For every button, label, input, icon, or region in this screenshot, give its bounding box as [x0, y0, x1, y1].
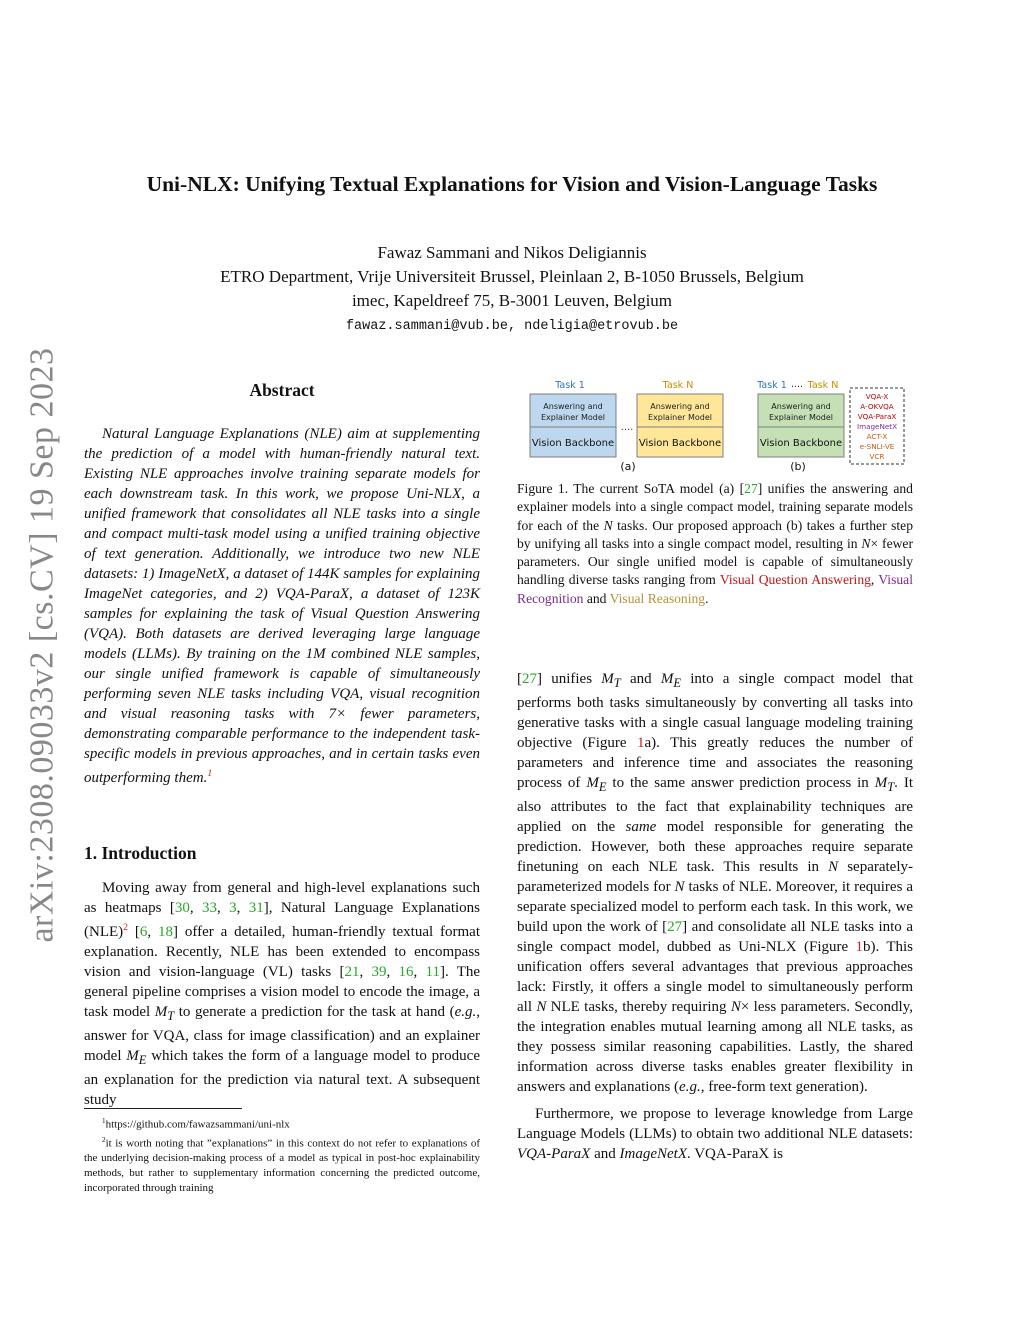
dataset-label: e-SNLI-VE — [859, 442, 895, 451]
footnote-2: $^2$it is worth noting that ”explanations” in this context do not refer to explanations of the underlying decision-making process of a model as typical in post-hoc explainability methods, but rather to supplementary information concerning the predicted outcome, incorporated through training — [84, 1135, 480, 1195]
math-symbol: $M_T$ — [874, 775, 895, 794]
body-text: to the same answer prediction process in — [606, 775, 875, 791]
math-symbol: $M_E$ — [126, 1048, 147, 1067]
section-heading-introduction: 1. Introduction — [84, 843, 197, 863]
footnotes — [84, 1114, 480, 1196]
intro-text: [ — [128, 924, 140, 940]
dataset-label: ImageNetX — [856, 422, 898, 431]
body-text: a). This greatly reduces the number of parameters and inference time and associates the reasoning process of — [517, 735, 913, 791]
backbone-label: Vision Backbone — [638, 438, 722, 449]
math-symbol: $M_T$ — [154, 1004, 175, 1023]
task1-label: Task 1 — [555, 380, 585, 391]
citation-link[interactable]: 30 — [174, 900, 190, 916]
dataset-list — [857, 392, 897, 461]
model-label-line1: Answering and — [771, 402, 831, 411]
body-text: . VQA-ParaX is — [686, 1146, 783, 1162]
body-text: ImageNetX — [619, 1146, 687, 1162]
paper-title: Uni-NLX: Unifying Textual Explanations for Vision and Vision-Language Tasks — [146, 172, 878, 196]
model-label-line1: Answering and — [650, 402, 710, 411]
abstract-heading: Abstract — [249, 380, 315, 400]
intro-text: ] offer a detailed, human-friendly textual format explanation. Recently, NLE has been extended to encompass vision and vision-language (VL) tasks [ — [84, 924, 480, 980]
dataset-label: VQA-ParaX — [857, 412, 897, 421]
author-block — [0, 241, 1024, 339]
citation-link[interactable]: 6 — [139, 924, 148, 940]
body-text: × less parameters. Secondly, the integration enables mutual learning among all NLE tasks, as they possess similar reasoning capabilities. Lastly, the shared information across diverse tasks enables greater flexibility in answers and explanations ( — [517, 999, 913, 1095]
math-symbol: $M_T$ — [601, 671, 621, 690]
citation-link[interactable]: 31 — [248, 900, 264, 916]
citation-link[interactable]: 21 — [344, 964, 360, 980]
caption-text: × fewer parameters. Our single unified model is capable of simultaneously handling diverse tasks ranging from — [517, 535, 913, 588]
dataset-label: A-OKVQA — [860, 402, 894, 411]
math-symbol: N — [861, 535, 871, 551]
arxiv-identifier: arXiv:2308.09033v2 [cs.CV] 19 Sep 2023 — [24, 347, 61, 943]
arxiv-sidebar-stamp — [20, 345, 66, 945]
math-symbol: N — [730, 999, 741, 1015]
caption-visual-reasoning: Visual Reasoning — [609, 590, 706, 606]
citation-link[interactable]: 33 — [202, 900, 217, 916]
ellipsis: .... — [620, 422, 634, 433]
backbone-label: Vision Backbone — [759, 438, 843, 449]
intro-text: which takes the form of a language model to produce an explanation for the prediction via natural text. A subsequent study — [84, 1048, 480, 1108]
body-text: model responsible for generating the prediction. However, both these approaches require separate finetuning on each NLE task. This results in — [517, 819, 913, 875]
math-symbol: $M_E$ — [586, 775, 607, 794]
author-emails: fawaz.sammani@vub.be, ndeligia@etrovub.be — [345, 319, 679, 334]
footnote-mark-2[interactable]: 2 — [123, 922, 129, 933]
author-names: Fawaz Sammani and Nikos Deligiannis — [377, 243, 647, 262]
citation-link[interactable]: 11 — [425, 964, 440, 980]
body-text: b). This unification offers several advantages that previous approaches lack: Firstly, it offers a single model to simultaneously perform all — [517, 939, 913, 1015]
footnote-divider — [84, 1108, 242, 1109]
citation-link[interactable]: 16 — [398, 964, 414, 980]
caption-text: tasks. Our proposed approach (b) takes a further step by unifying all tasks into a single compact model, resulting in — [517, 517, 913, 551]
taskN-label: Task N — [662, 380, 694, 391]
figure-link[interactable]: 1 — [637, 735, 645, 751]
citation-link[interactable]: 39 — [371, 964, 387, 980]
body-text: free-form text generation). — [704, 1079, 868, 1095]
dataset-label: VQA-X — [865, 392, 889, 401]
caption-text: . — [705, 590, 709, 606]
citation-link[interactable]: 27 — [744, 481, 758, 496]
caption-text: and — [583, 590, 610, 606]
body-text: ] and consolidate all NLE tasks into a single compact model, dubbed as Uni-NLX (Figure — [517, 919, 914, 955]
body-text: same — [625, 819, 657, 835]
intro-text: answer for VQA, class for image classification) and an explainer model — [84, 1028, 480, 1064]
intro-text: ], Natural Language Explanations (NLE) — [84, 900, 481, 940]
caption-text: Figure 1. The current SoTA model (a) [ — [517, 481, 745, 496]
affiliation-imec: imec, Kapeldreef 75, B-3001 Leuven, Belgium — [351, 291, 673, 310]
body-text: and — [620, 671, 661, 687]
dataset-label: VCR — [869, 452, 885, 461]
subfigure-b-label: (b) — [790, 460, 806, 473]
paragraph: [27] unifies $M_T$ and $M_E$ into a single compact model that performs both tasks simultaneously by converting all tasks into generative tasks with a single casual language modeling training objective (Figure 1a). This greatly reduces the number of parameters and inference time and associates the reasoning process of $M_E$ to the same answer prediction process in $M_T$. It also attributes to the fact that explainability techniques are applied on the same model responsible for generating the prediction. However, both these approaches require separate finetuning on each NLE task. This results in N separately-parameterized models for N tasks of NLE. Moreover, it requires a separate specialized model to perform each task. In this work, we build upon the work of [27] and consolidate all NLE tasks into a single compact model, dubbed as Uni-NLX (Figure 1b). This unification offers several advantages that previous approaches lack: Firstly, it offers a single model to simultaneously perform all N NLE tasks, thereby requiring N× less parameters. Secondly, the integration enables mutual learning among all NLE tasks, as they possess similar reasoning capabilities. Lastly, the shared information across diverse tasks enables greater flexibility in answers and explanations (e.g., free-form text generation). — [517, 671, 914, 1095]
intro-text: Moving away from general and high-level explanations such as heatmaps [ — [84, 880, 480, 916]
model-label-line2: Explainer Model — [540, 413, 606, 422]
figure-1-diagram — [520, 373, 914, 476]
model-label-line2: Explainer Model — [647, 413, 713, 422]
intro-text: to generate a prediction for the task at hand ( — [174, 1004, 455, 1020]
model-label-line1: Answering and — [543, 402, 603, 411]
body-text: tasks of NLE. Moreover, it requires a separate specialized model to perform each task. In this work, we build upon the work of [ — [517, 879, 913, 935]
intro-text: ]. The general pipeline comprises a vision model to encode the image, a task model — [84, 964, 481, 1020]
intro-text: e.g., — [454, 1004, 481, 1020]
footnote-mark-1[interactable]: 1 — [207, 768, 213, 779]
abstract-text: Natural Language Explanations (NLE) aim at supplementing the prediction of a model with human-friendly natural text. Existing NLE approaches involve training separate models for each downstream task. In this work, we propose Uni-NLX, a unified framework that consolidates all NLE tasks into a single and compact multi-task model using a unified training objective of text generation. Additionally, we introduce two new NLE datasets: 1) ImageNetX, a dataset of 144K samples for explaining ImageNet categories, and 2) VQA-ParaX, a dataset of 123K samples for explaining the task of Visual Question Answering (VQA). Both datasets are derived leveraging large language models (LLMs). By training on the 1M combined NLE samples, our single unified framework is capable of simultaneously performing seven NLE tasks including VQA, visual recognition and visual reasoning tasks with 7× fewer parameters, demonstrating comparable performance to the independent task-specific models in previous approaches, and in certain tasks even outperforming them. — [84, 426, 480, 786]
math-symbol: N — [674, 879, 685, 895]
body-text: NLE tasks, thereby requiring — [546, 999, 731, 1015]
footnote-url[interactable]: https://github.com/fawazsammani/uni-nlx — [105, 1118, 290, 1131]
backbone-label: Vision Backbone — [531, 438, 615, 449]
math-symbol: N — [536, 999, 547, 1015]
body-text: ] unifies — [537, 671, 602, 687]
affiliation-etro: ETRO Department, Vrije Universiteit Brussel, Pleinlaan 2, B-1050 Brussels, Belgium — [220, 267, 804, 286]
figure-1-caption — [517, 480, 913, 608]
body-text: VQA-ParaX — [517, 1146, 591, 1162]
ellipsis: .... — [790, 379, 804, 390]
body-text: . It also attributes to the fact that explainability techniques are applied on the — [517, 775, 913, 835]
body-text: into a single compact model that performs both tasks simultaneously by converting all tasks into generative tasks with a single casual language modeling training objective (Figure — [517, 671, 913, 751]
citation-link[interactable]: 18 — [158, 924, 173, 940]
footnote-1: $^1$https://github.com/fawazsammani/uni-nlx — [102, 1117, 290, 1131]
task1-label: Task 1 — [757, 380, 787, 391]
body-text: e.g., — [679, 1079, 705, 1095]
dataset-label: ACT-X — [866, 432, 888, 441]
right-column-body — [517, 669, 913, 1164]
subfigure-a-label: (a) — [620, 460, 636, 473]
caption-visual-recognition: Visual Recognition — [517, 572, 913, 606]
body-text: and — [590, 1146, 620, 1162]
citation-link[interactable]: 27 — [522, 671, 537, 687]
citation-link[interactable]: 3 — [229, 900, 237, 916]
caption-text: ] unifies the answering and explainer models into a single compact model, training separate models for each of the — [517, 481, 913, 533]
math-symbol: $M_E$ — [660, 671, 681, 690]
taskN-label: Task N — [807, 380, 839, 391]
figure-link[interactable]: 1 — [855, 939, 863, 955]
body-text: Furthermore, we propose to leverage knowledge from Large Language Models (LLMs) to obtain two additional NLE datasets: — [517, 1106, 913, 1142]
math-symbol: N — [828, 859, 839, 875]
citation-link[interactable]: 27 — [667, 919, 683, 935]
abstract-body — [84, 424, 480, 788]
body-text: separately-parameterized models for — [517, 859, 913, 895]
introduction-paragraph: Moving away from general and high-level explanations such as heatmaps [30, 33, 3, 31], Natural Language Explanations (NLE)$^2$ [6, 18] offer a detailed, human-friendly textual format explanation. Recently, NLE has been extended to encompass vision and vision-language (VL) tasks [21, 39, 16, 11]. The general pipeline comprises a vision model to encode the image, a task model $M_T$ to generate a prediction for the task at hand (e.g., answer for VQA, class for image classification) and an explainer model $M_E$ which takes the form of a language model to produce an explanation for the prediction via natural text. A subsequent study — [84, 880, 481, 1108]
model-label-line2: Explainer Model — [768, 413, 834, 422]
caption-vqa: Visual Question Answering — [719, 572, 871, 588]
math-symbol: N — [603, 517, 613, 533]
paragraph — [517, 1104, 913, 1164]
caption-text: , — [870, 572, 879, 588]
